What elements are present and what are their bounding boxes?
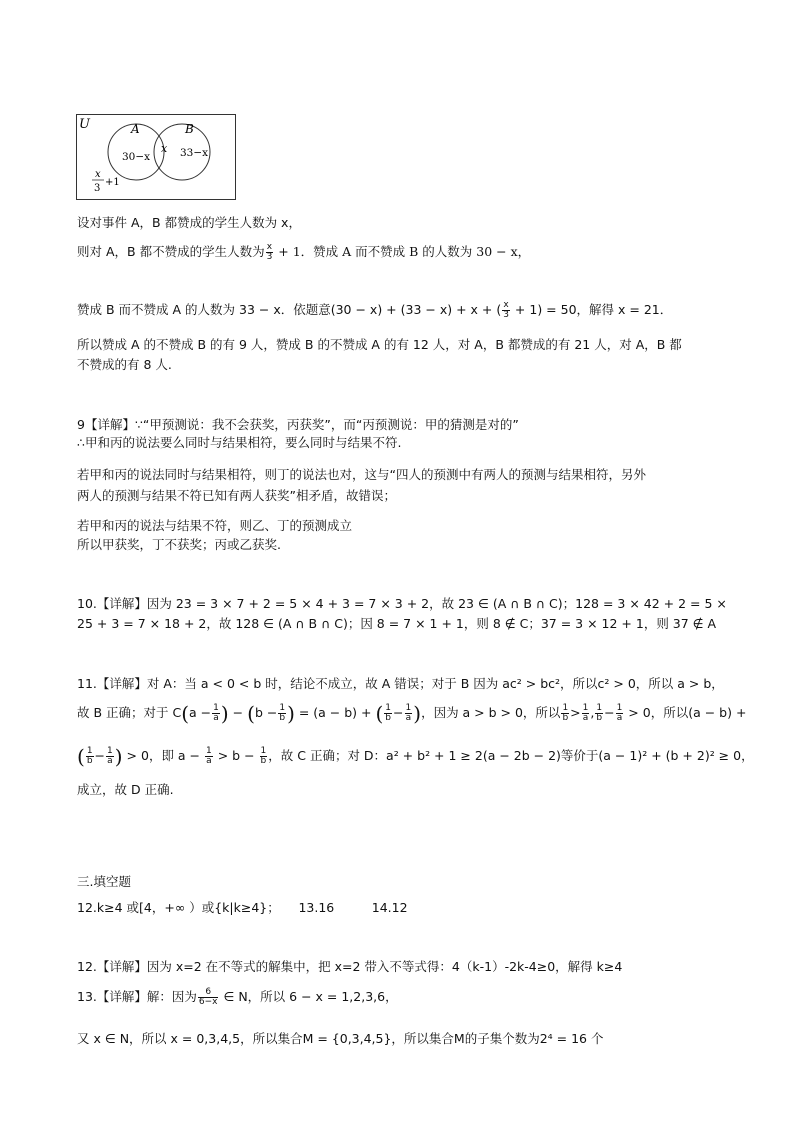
q8-line-3b: + 1) = 50，解得 x = 21． <box>510 302 673 317</box>
q8-fraction-2-den: 3 <box>503 310 509 320</box>
b-only-label: 33−x <box>180 147 209 159</box>
outside-numerator: x <box>95 169 101 180</box>
q11-line-1: 11.【详解】对 A：当 a < 0 < b 时，结论不成立，故 A 错误；对于 B 因为 ac² > bc²，所以c² > 0，所以 a > b， <box>77 676 724 691</box>
q8-line-1: 设对事件 A，B 都赞成的学生人数为 x， <box>77 215 301 230</box>
q8-fraction-2 <box>502 301 510 320</box>
outside-rest: +1 <box>105 177 120 188</box>
q11-line-3a: > 0，即 a − <box>122 748 205 763</box>
a-only-label: 30−x <box>122 151 151 163</box>
q11-line-2: 故 B 正确；对于 C(a − $\frac{1}{a}$ ) − (b − $\frac{1}{b}$ ) = (a − b) + ( $\frac{1}{b}$ − $\frac{1}{a}$ )，因为 a > b > 0，所以 $\frac{1}{b}$ > $\frac{1}{a}$ , $\frac{1}{b}$ − $\frac{1}{a}$ > 0，所以(a − b) + <box>77 701 747 726</box>
q11-line-2c: > 0，所以(a − b) + <box>624 705 747 720</box>
q9-line-4: 两人的预测与结果不符已知有两人获奖”相矛盾，故错误； <box>77 488 396 503</box>
q8-line-2b: + 1．赞成 A 而不赞成 B 的人数为 30 − x， <box>274 244 531 259</box>
q13-fraction-den: 6−x <box>198 997 218 1007</box>
q13-line-1 <box>77 988 398 1007</box>
q11-line-3b: > b − <box>213 748 259 763</box>
q11-line-3: ( $\frac{1}{b}$ − $\frac{1}{a}$ ) > 0，即 a − $\frac{1}{a}$ > b − $\frac{1}{b}$ ，故 C 正确；对 D：a² + b² + 1 ≥ 2(a − 2b − 2)等价于(a − 1)² + (b + 2)² ≥ 0， <box>77 744 754 769</box>
set-b-label: B <box>185 122 194 136</box>
q8-line-5: 不赞成的有 8 人. <box>77 357 172 372</box>
q11-line-3c: ，故 C 正确；对 D：a² + b² + 1 ≥ 2(a − 2b − 2)等价于(a − 1)² + (b + 2)² ≥ 0， <box>268 748 754 763</box>
section-3-title: 三.填空题 <box>77 874 131 889</box>
q10-line-1: 10.【详解】因为 23 = 3 × 7 + 2 = 5 × 4 + 3 = 7 × 3 + 2，故 23 ∈ (A ∩ B ∩ C)；128 = 3 × 42 + 2 = 5 × <box>77 596 727 611</box>
intersection-label: x <box>161 142 168 155</box>
q13-line-1b: ∈ N，所以 6 − x = 1,2,3,6， <box>219 989 398 1004</box>
q8-fraction-1-num: x <box>266 242 273 252</box>
q9-line-3: 若甲和丙的说法同时与结果相符，则丁的说法也对，这与“四人的预测中有两人的预测与结果相符，另外 <box>77 467 646 482</box>
section-3-answers: 12.k≥4 或[4，+∞ ）或{k|k≥4}； 13.16 14.12 <box>77 900 408 915</box>
set-a-label: A <box>131 122 140 136</box>
q13-line-2: 又 x ∈ N，所以 x = 0,3,4,5，所以集合M = {0,3,4,5}，所以集合M的子集个数为2⁴ = 16 个 <box>77 1031 604 1046</box>
q13-fraction-num: 6 <box>198 988 219 998</box>
venn-diagram <box>76 114 236 200</box>
q9-line-6: 所以甲获奖，丁不获奖；丙或乙获奖. <box>77 537 281 552</box>
q13-line-1a: 13.【详解】解：因为 <box>77 989 197 1004</box>
q8-line-2 <box>77 243 530 262</box>
q11-line-2b: ，因为 a > b > 0，所以 <box>421 705 561 720</box>
q8-line-3a: 赞成 B 而不赞成 A 的人数为 33 − x．依题意(30 − x) + (33 − x) + x + ( <box>77 302 502 317</box>
outside-denominator: 3 <box>94 183 101 194</box>
q8-fraction-2-num: x <box>503 300 509 310</box>
q8-fraction-1 <box>266 243 274 262</box>
q12-line-1: 12.【详解】因为 x=2 在不等式的解集中，把 x=2 带入不等式得：4（k-1）-2k-4≥0，解得 k≥4 <box>77 959 623 974</box>
q9-line-5: 若甲和丙的说法与结果不符，则乙、丁的预测成立 <box>77 518 353 533</box>
q8-line-4: 所以赞成 A 的不赞成 B 的有 9 人，赞成 B 的不赞成 A 的有 12 人，对 A，B 都赞成的有 21 人，对 A，B 都 <box>77 337 682 352</box>
q9-line-1: 9【详解】∵“甲预测说：我不会获奖，丙获奖”，而“丙预测说：甲的猜测是对的” <box>77 417 519 432</box>
q8-line-3 <box>77 301 672 320</box>
universe-label: U <box>79 117 90 132</box>
q13-fraction <box>198 988 219 1007</box>
q8-fraction-1-den: 3 <box>266 252 273 262</box>
q10-line-2: 25 + 3 = 7 × 18 + 2，故 128 ∈ (A ∩ B ∩ C)；因 8 = 7 × 1 + 1，则 8 ∉ C；37 = 3 × 12 + 1，则 37 ∉ A <box>77 616 717 631</box>
q11-line-2a: 故 B 正确；对于 C <box>77 705 182 720</box>
q11-line-4: 成立，故 D 正确. <box>77 782 174 797</box>
q9-line-2: ∴甲和丙的说法要么同时与结果相符，要么同时与结果不符. <box>77 435 402 450</box>
q8-line-2a: 则对 A，B 都不赞成的学生人数为 <box>77 244 265 259</box>
